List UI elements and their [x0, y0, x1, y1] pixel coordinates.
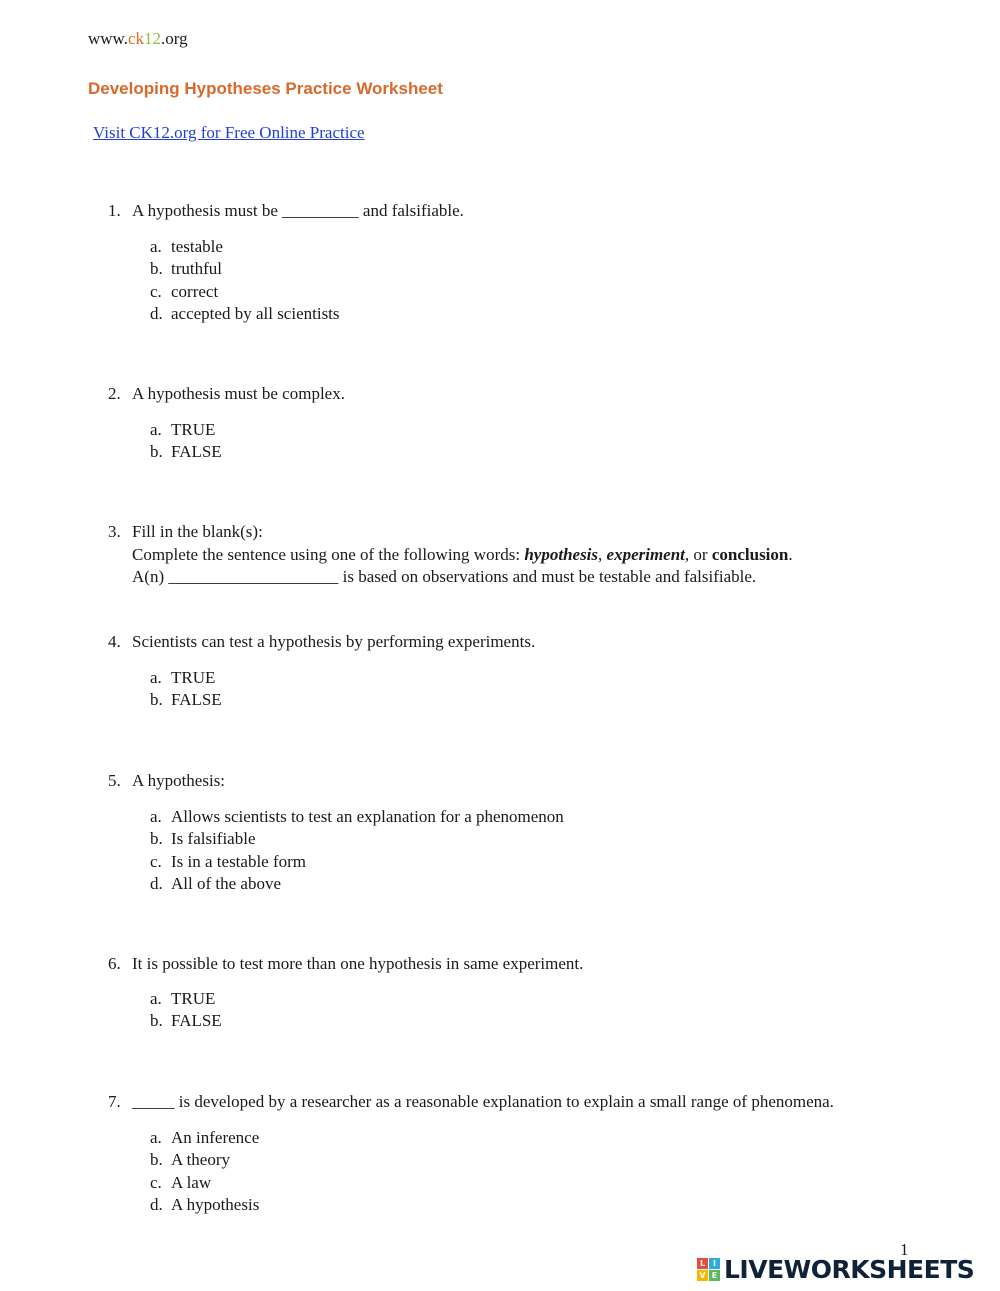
- option[interactable]: a. An inference: [150, 1128, 260, 1147]
- worksheet-title: Developing Hypotheses Practice Worksheet: [88, 79, 443, 98]
- question-5-options: [150, 806, 564, 895]
- question-7: 7. _____ is developed by a researcher as a reasonable explanation to explain a small range of phenomena.: [108, 1092, 834, 1111]
- question-6: 6. It is possible to test more than one hypothesis in same experiment.: [108, 954, 584, 973]
- question-5: 5. A hypothesis:: [108, 771, 226, 790]
- option[interactable]: b. FALSE: [150, 690, 222, 710]
- option[interactable]: a. testable: [150, 237, 223, 256]
- question-text: A hypothesis must be complex.: [132, 384, 345, 403]
- question-3: 3. Fill in the blank(s): Complete the sentence using one of the following words: hypothesis, experiment, or conclusion. A(n) ____________________ is based on observations and must be testable and falsifiable.: [108, 521, 793, 589]
- instruction-line: Complete the sentence using one of the following words: hypothesis, experiment, or conclusion.: [132, 544, 793, 564]
- question-4-options: [150, 667, 222, 712]
- question-text: A hypothesis:: [132, 771, 226, 790]
- option[interactable]: b. Is falsifiable: [150, 829, 256, 849]
- question-1-options: [150, 236, 340, 325]
- liveworksheets-logo[interactable]: [697, 1254, 974, 1284]
- question-text: Scientists can test a hypothesis by performing experiments.: [132, 632, 536, 651]
- liveworksheets-icon: L I V E: [697, 1258, 720, 1281]
- practice-link[interactable]: Visit CK12.org for Free Online Practice: [93, 123, 365, 142]
- source-url: www.ck12.org: [88, 29, 188, 48]
- option[interactable]: d. accepted by all scientists: [150, 303, 340, 323]
- question-text: Fill in the blank(s):: [132, 522, 263, 541]
- option[interactable]: b. truthful: [150, 259, 222, 279]
- page-number: 1: [900, 1240, 909, 1259]
- option[interactable]: c. correct: [150, 281, 219, 301]
- question-1: 1. A hypothesis must be _________ and falsifiable.: [108, 201, 464, 220]
- question-text: It is possible to test more than one hypothesis in same experiment.: [132, 954, 584, 973]
- option[interactable]: a. Allows scientists to test an explanation for a phenomenon: [150, 807, 564, 826]
- question-4: 4. Scientists can test a hypothesis by performing experiments.: [108, 632, 536, 651]
- question-2-options: [150, 419, 222, 464]
- option[interactable]: a. TRUE: [150, 989, 216, 1008]
- option[interactable]: c. Is in a testable form: [150, 851, 307, 871]
- question-7-options: [150, 1127, 259, 1216]
- option[interactable]: b. FALSE: [150, 442, 222, 462]
- option[interactable]: b. FALSE: [150, 1011, 222, 1031]
- question-text: A hypothesis must be _________ and falsifiable.: [132, 201, 464, 220]
- question-6-options: [150, 988, 222, 1033]
- question-text: _____ is developed by a researcher as a reasonable explanation to explain a small range of phenomena.: [132, 1092, 834, 1111]
- brand-text: LIVEWORKSHEETS: [724, 1254, 975, 1284]
- fill-blank-sentence[interactable]: A(n) ____________________ is based on observations and must be testable and falsifiable.: [132, 567, 757, 586]
- option[interactable]: a. TRUE: [150, 668, 216, 687]
- option[interactable]: c. A law: [150, 1172, 212, 1192]
- option[interactable]: d. All of the above: [150, 873, 281, 893]
- option[interactable]: b. A theory: [150, 1150, 231, 1170]
- option[interactable]: a. TRUE: [150, 420, 216, 439]
- option[interactable]: d. A hypothesis: [150, 1194, 260, 1214]
- question-2: 2. A hypothesis must be complex.: [108, 384, 345, 403]
